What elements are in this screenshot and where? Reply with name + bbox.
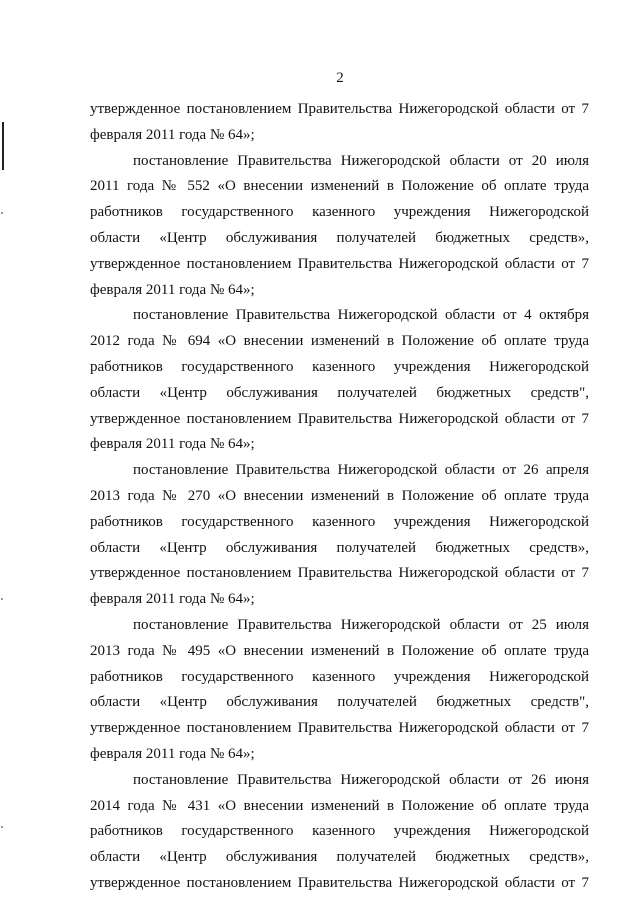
scan-edge-mark [2, 122, 4, 170]
text-line: 2013 года № 270 «О внесении изменений в Положение об оплате труда [90, 487, 589, 504]
text-line: постановление Правительства Нижегородской области от 25 июля [133, 616, 589, 633]
document-body [90, 97, 589, 897]
scan-dust-mark [1, 826, 3, 828]
text-line: февраля 2011 года № 64»; [90, 436, 255, 453]
text-line: области «Центр обслуживания получателей бюджетных средств», [90, 539, 589, 556]
text-line: постановление Правительства Нижегородской области от 4 октября [133, 307, 589, 324]
text-line: февраля 2011 года № 64»; [90, 745, 255, 762]
text-line: февраля 2011 года № 64»; [90, 591, 255, 608]
text-line: области «Центр обслуживания получателей бюджетных средств», [90, 849, 589, 866]
text-line: утвержденное постановлением Правительства Нижегородской области от 7 [90, 410, 589, 427]
text-line: февраля 2011 года № 64»; [90, 281, 255, 298]
text-line: работников государственного казенного учреждения Нижегородской [90, 513, 589, 530]
text-line: 2013 года № 495 «О внесении изменений в Положение об оплате труда [90, 642, 589, 659]
text-line: постановление Правительства Нижегородской области от 26 апреля [133, 462, 589, 479]
scan-dust-mark [1, 212, 3, 214]
text-line: работников государственного казенного учреждения Нижегородской [90, 358, 589, 375]
text-line: утвержденное постановлением Правительства Нижегородской области от 7 [90, 720, 589, 737]
text-line: работников государственного казенного учреждения Нижегородской [90, 668, 589, 685]
text-line: постановление Правительства Нижегородской области от 26 июня [133, 771, 589, 788]
text-line: области «Центр обслуживания получателей бюджетных средств», [90, 229, 589, 246]
text-line: февраля 2011 года № 64»; [90, 126, 255, 143]
text-line: 2012 года № 694 «О внесении изменений в Положение об оплате труда [90, 333, 589, 350]
text-line: 2014 года № 431 «О внесении изменений в Положение об оплате труда [90, 797, 589, 814]
text-line: утвержденное постановлением Правительства Нижегородской области от 7 [90, 101, 589, 117]
text-line: работников государственного казенного учреждения Нижегородской [90, 823, 589, 840]
text-line: области «Центр обслуживания получателей бюджетных средств", [90, 384, 589, 401]
scan-dust-mark [1, 598, 3, 600]
text-line: области «Центр обслуживания получателей бюджетных средств", [90, 694, 589, 711]
text-line: работников государственного казенного учреждения Нижегородской [90, 204, 589, 221]
text-line: утвержденное постановлением Правительства Нижегородской области от 7 [90, 255, 589, 272]
text-line: утвержденное постановлением Правительства Нижегородской области от 7 [90, 565, 589, 582]
text-line: постановление Правительства Нижегородской области от 20 июля [133, 152, 589, 169]
text-line: 2011 года № 552 «О внесении изменений в Положение об оплате труда [90, 178, 589, 195]
page-number: 2 [336, 70, 344, 86]
text-line: утвержденное постановлением Правительства Нижегородской области от 7 [90, 874, 589, 891]
